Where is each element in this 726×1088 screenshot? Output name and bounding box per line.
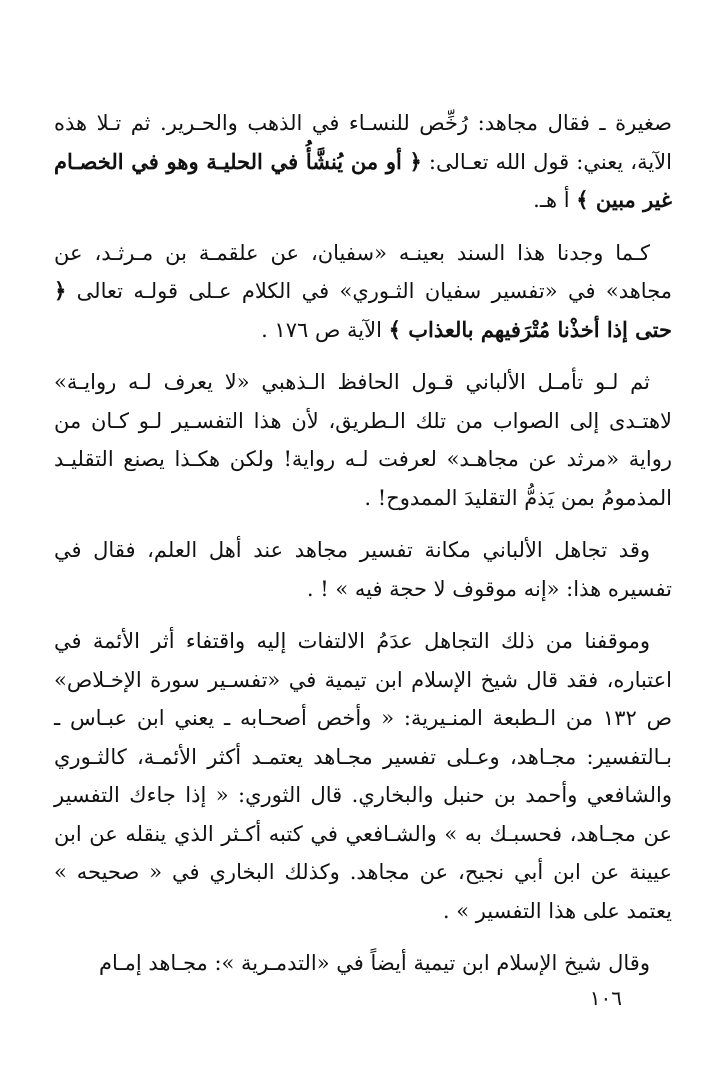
text-segment: وموقفنا من ذلك التجاهل عدَمُ الالتفات إليه واقتفاء أثر الأئمة في اعتباره، فقد قال شيخ الإسلام ابن تيمية في «تفسـير سورة الإخـلاص» ص ١٣٢ من الـطبعة المنـيرية: « وأخص أصحـابه ـ يعني ابن عبـاس ـ بـالتفسير: مجـاهد، وعـلى تفسير مجـاهد يعتمـد أكثر الأئمـة، كالثـوري والشافعي وأحمد بن حنبل والبخاري. قال الثوري: « إذا جاءك التفسير عن مجـاهد، فحسبـك به » والشـافعي في كتبه أكـثر الذي ينقله عن ابن عيينة عن ابن أبي نجيح، عن مجاهد. وكذلك البخاري في « صحيحه » يعتمد على هذا التفسير » . — [54, 629, 672, 923]
text-segment: ثم لـو تأمـل الألباني قـول الحافظ الـذهبي «لا يعرف لـه روايـة» لاهتـدى إلى الصواب من تلك الـطريق، لأن هذا التفسـير لـو كـان من رواية «مرثد عن مجاهـد» لعرفت لـه رواية! ولكن هكـذا يصنع التقليـد المذمومُ بمن يَذمُّ التقليدَ الممدوح! . — [54, 370, 672, 510]
quran-verse: ﴿ أو من يُنشَّأُ في الحليـة وهو في الخصـام غير مبين ﴾ — [54, 148, 672, 212]
paragraph — [54, 944, 672, 983]
text-segment: صغيرة ـ فقال مجاهد: رُخِّص للنسـاء في الذهب والحـرير. ثم تـلا هذه الآية، يعني: قول الله تعـالى: — [54, 111, 672, 174]
paragraph — [54, 622, 672, 930]
page-body — [54, 104, 672, 997]
text-segment: وقد تجاهل الألباني مكانة تفسير مجاهد عند أهل العلم، فقال في تفسيره هذا: «إنه موقوف لا حجة فيه » ! . — [54, 538, 672, 601]
paragraph — [54, 234, 672, 350]
text-segment: أ هـ. — [533, 188, 577, 212]
text-segment: كـما وجدنا هذا السند بعينـه «سفيان، عن علقمـة بن مـرثـد، عن مجاهد» في «تفسير سفيان الثـوري» في الكلام عـلى قولـه تعالى — [54, 240, 672, 303]
paragraph — [54, 531, 672, 608]
paragraph — [54, 104, 672, 220]
text-segment: الآية ص ١٧٦ . — [261, 317, 389, 342]
page-number: ١٠٦ — [589, 986, 622, 1010]
paragraph — [54, 363, 672, 517]
quran-verse: ﴿ حتى إذا أخذْنا مُتْرَفيهم بالعذاب ﴾ — [54, 278, 672, 342]
text-segment: وقال شيخ الإسلام ابن تيمية أيضاً في «التدمـرية »: مجـاهد إمـام — [99, 951, 650, 975]
